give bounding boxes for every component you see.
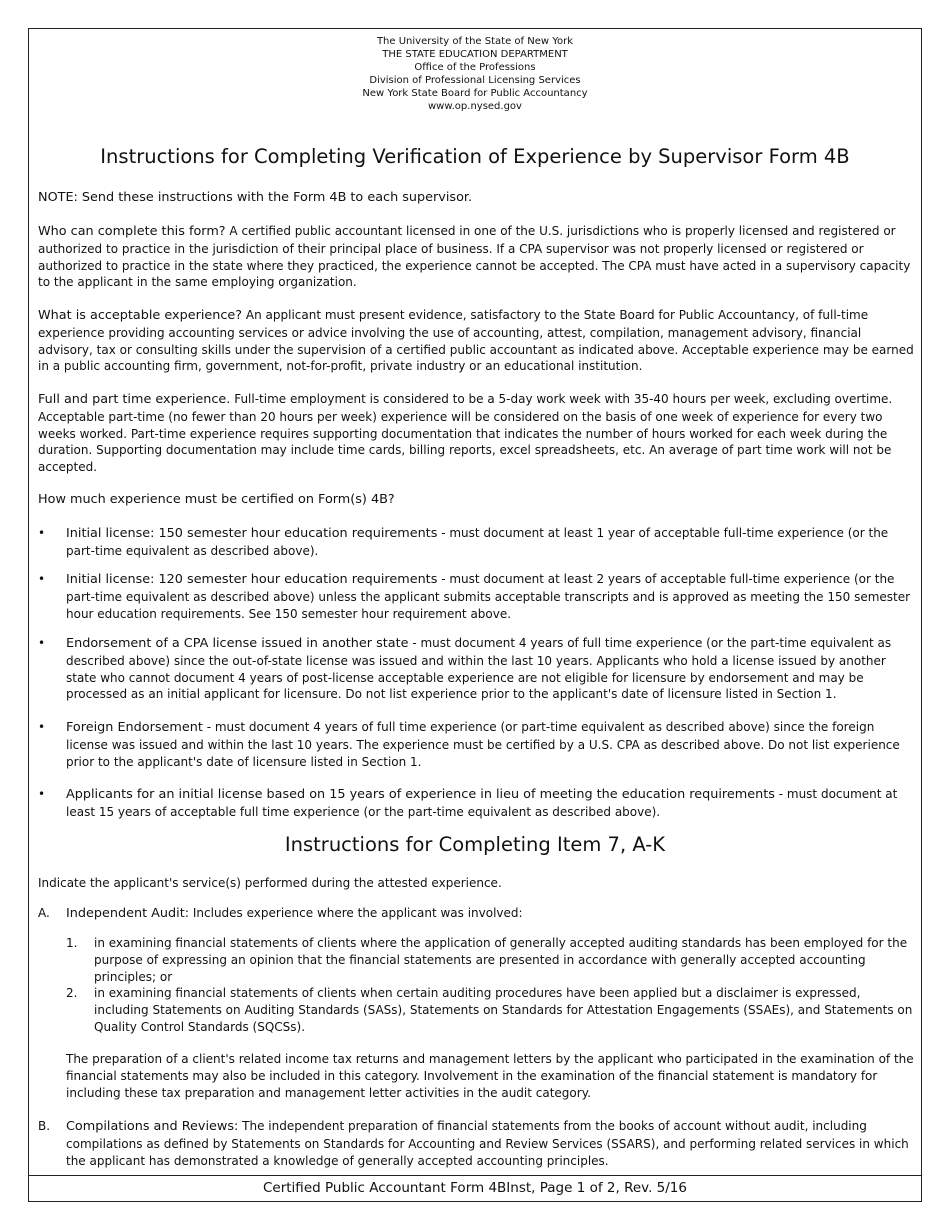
what-lead: What is acceptable experience?: [38, 308, 243, 323]
header-line: Division of Professional Licensing Services: [369, 75, 581, 86]
bullet-text: - must document at least 15 years of acceptable full time experience (or the part-time equivalent as described above).: [66, 787, 898, 819]
header-line: THE STATE EDUCATION DEPARTMENT: [382, 49, 568, 60]
list-item: [38, 786, 914, 821]
page-title: Instructions for Completing Verification of Experience by Supervisor Form 4B: [100, 145, 850, 168]
full-part-paragraph: [38, 391, 914, 476]
what-text: An applicant must present evidence, satisfactory to the State Board for Public Accountancy, of full-time experience providing accounting services or advice involving the use of accounting, attest, compilation, management advisory, financial advisory, tax or consulting skills under the supervision of a certified public accountant as indicated above. Acceptable experience may be earned in a public accounting firm, government, not-for-profit, private industry or an educational institution.: [38, 308, 914, 374]
item-a-note: [66, 1051, 914, 1101]
note-paragraph: [38, 189, 914, 207]
bullet-text: - must document 4 years of full time experience (or the part-time equivalent as described above) since the out-of-state license was issued and within the last 10 years. Applicants who hold a license issued by another state who cannot document 4 years of post-license acceptable experience are not eligible for licensure by endorsement and may be processed as an initial applicant for licensure. Do not list experience prior to the applicant's date of licensure listed in Section 1.: [66, 636, 892, 702]
header-line: Office of the Professions: [414, 62, 536, 73]
item-a-mark: A.: [38, 906, 50, 920]
list-item: [38, 571, 914, 622]
header-line: The University of the State of New York: [376, 36, 574, 47]
list-item: [38, 525, 914, 560]
bullet-mark: •: [38, 526, 46, 540]
number-mark: 1.: [66, 936, 78, 950]
agency-header: [29, 35, 921, 113]
bullet-text: - must document 4 years of full time experience (or part-time equivalent as described above) since the foreign license was issued and within the last 10 years. The experience must be certified by a U.S. CPA as described above. Do not list experience prior to the applicant's date of licensure listed in Section 1.: [66, 720, 900, 769]
bullet-text: - must document at least 2 years of acceptable full-time experience (or the part-time equivalent as described above) unless the applicant submits acceptable transcripts and is approved as meeting the 150 semester hour education requirements. See 150 semester hour requirement above.: [66, 572, 911, 621]
bullet-mark: •: [38, 787, 46, 801]
bullet-mark: •: [38, 720, 46, 734]
list-item: [38, 719, 914, 770]
item-b: [38, 1118, 914, 1169]
subitem-text: in examining financial statements of clients when certain auditing procedures have been applied but a disclaimer is expressed, including Statements on Auditing Standards (SASs), Statements on Standards for Attestation Engagements (SSAEs), and Statements on Quality Control Standards (SQCSs).: [94, 986, 913, 1034]
item-a-note-text: The preparation of a client's related income tax returns and management letters by the applicant who participated in the examination of the financial statements may also be included in this category. Involvement in the examination of the financial statement is mandatory for including these tax preparation and management letter activities in the audit category.: [66, 1052, 914, 1100]
item-b-lead: Compilations and Reviews:: [66, 1119, 239, 1134]
bullet-head: Initial license: 120 semester hour education requirements: [66, 572, 438, 587]
subitem-text: in examining financial statements of clients where the application of generally accepted auditing standards has been employed for the purpose of expressing an opinion that the financial statements are presented in accordance with generally accepted accounting principles; or: [94, 936, 908, 984]
indicate-paragraph: [38, 875, 914, 892]
item-a: [38, 905, 914, 923]
who-text: A certified public accountant licensed in one of the U.S. jurisdictions who is properly licensed and registered or authorized to practice in the jurisdiction of their principal place of business. If a CPA supervisor was not properly licensed or registered or authorized to practice in the state where they practiced, the experience cannot be accepted. The CPA must have acted in a supervisory capacity to the applicant in the same employing organization.: [38, 224, 911, 290]
page-frame: [28, 28, 922, 1202]
full-part-text: Full-time employment is considered to be a 5-day work week with 35-40 hours per week, excluding overtime. Acceptable part-time (no fewer than 20 hours per week) experience will be considered on the basis of one week of experience for every two weeks worked. Part-time experience requires supporting documentation that indicates the number of hours worked for each week during the duration. Supporting documentation may include time cards, billing reports, excel spreadsheets, etc. An average of part time work will not be accepted.: [38, 392, 893, 475]
list-item: [38, 635, 914, 703]
list-item: [66, 985, 914, 1035]
full-part-lead: Full and part time experience.: [38, 392, 231, 407]
who-lead: Who can complete this form?: [38, 224, 226, 239]
bullet-head: Foreign Endorsement: [66, 720, 203, 735]
what-paragraph: [38, 307, 914, 375]
footer-divider: [29, 1175, 921, 1176]
item-a-lead: Independent Audit:: [66, 906, 190, 921]
header-url: www.op.nysed.gov: [428, 101, 522, 112]
header-line: New York State Board for Public Accountancy: [362, 88, 588, 99]
note-text: NOTE: Send these instructions with the Form 4B to each supervisor.: [38, 190, 473, 205]
bullet-head: Initial license: 150 semester hour education requirements: [66, 526, 438, 541]
list-item: [66, 935, 914, 985]
bullet-head: Endorsement of a CPA license issued in another state: [66, 636, 409, 651]
page-footer: Certified Public Accountant Form 4BInst, Page 1 of 2, Rev. 5/16: [262, 1180, 687, 1196]
how-much-text: How much experience must be certified on Form(s) 4B?: [38, 492, 395, 507]
section-title: Instructions for Completing Item 7, A-K: [284, 833, 666, 856]
who-paragraph: [38, 223, 914, 291]
bullet-head: Applicants for an initial license based on 15 years of experience in lieu of meeting the education requirements: [66, 787, 775, 802]
item-b-text: The independent preparation of financial statements from the books of account without audit, including compilations as defined by Statements on Standards for Accounting and Review Services (SSARS), and performing related services in which the applicant has demonstrated a knowledge of generally accepted accounting principles.: [66, 1119, 909, 1168]
bullet-text: - must document at least 1 year of acceptable full-time experience (or the part-time equivalent as described above).: [66, 526, 889, 558]
bullet-mark: •: [38, 636, 46, 650]
indicate-text: Indicate the applicant's service(s) performed during the attested experience.: [38, 876, 502, 890]
number-mark: 2.: [66, 986, 78, 1000]
item-b-mark: B.: [38, 1119, 51, 1133]
item-a-text: Includes experience where the applicant was involved:: [189, 906, 523, 920]
bullet-mark: •: [38, 572, 46, 586]
how-much-heading: [38, 491, 914, 509]
